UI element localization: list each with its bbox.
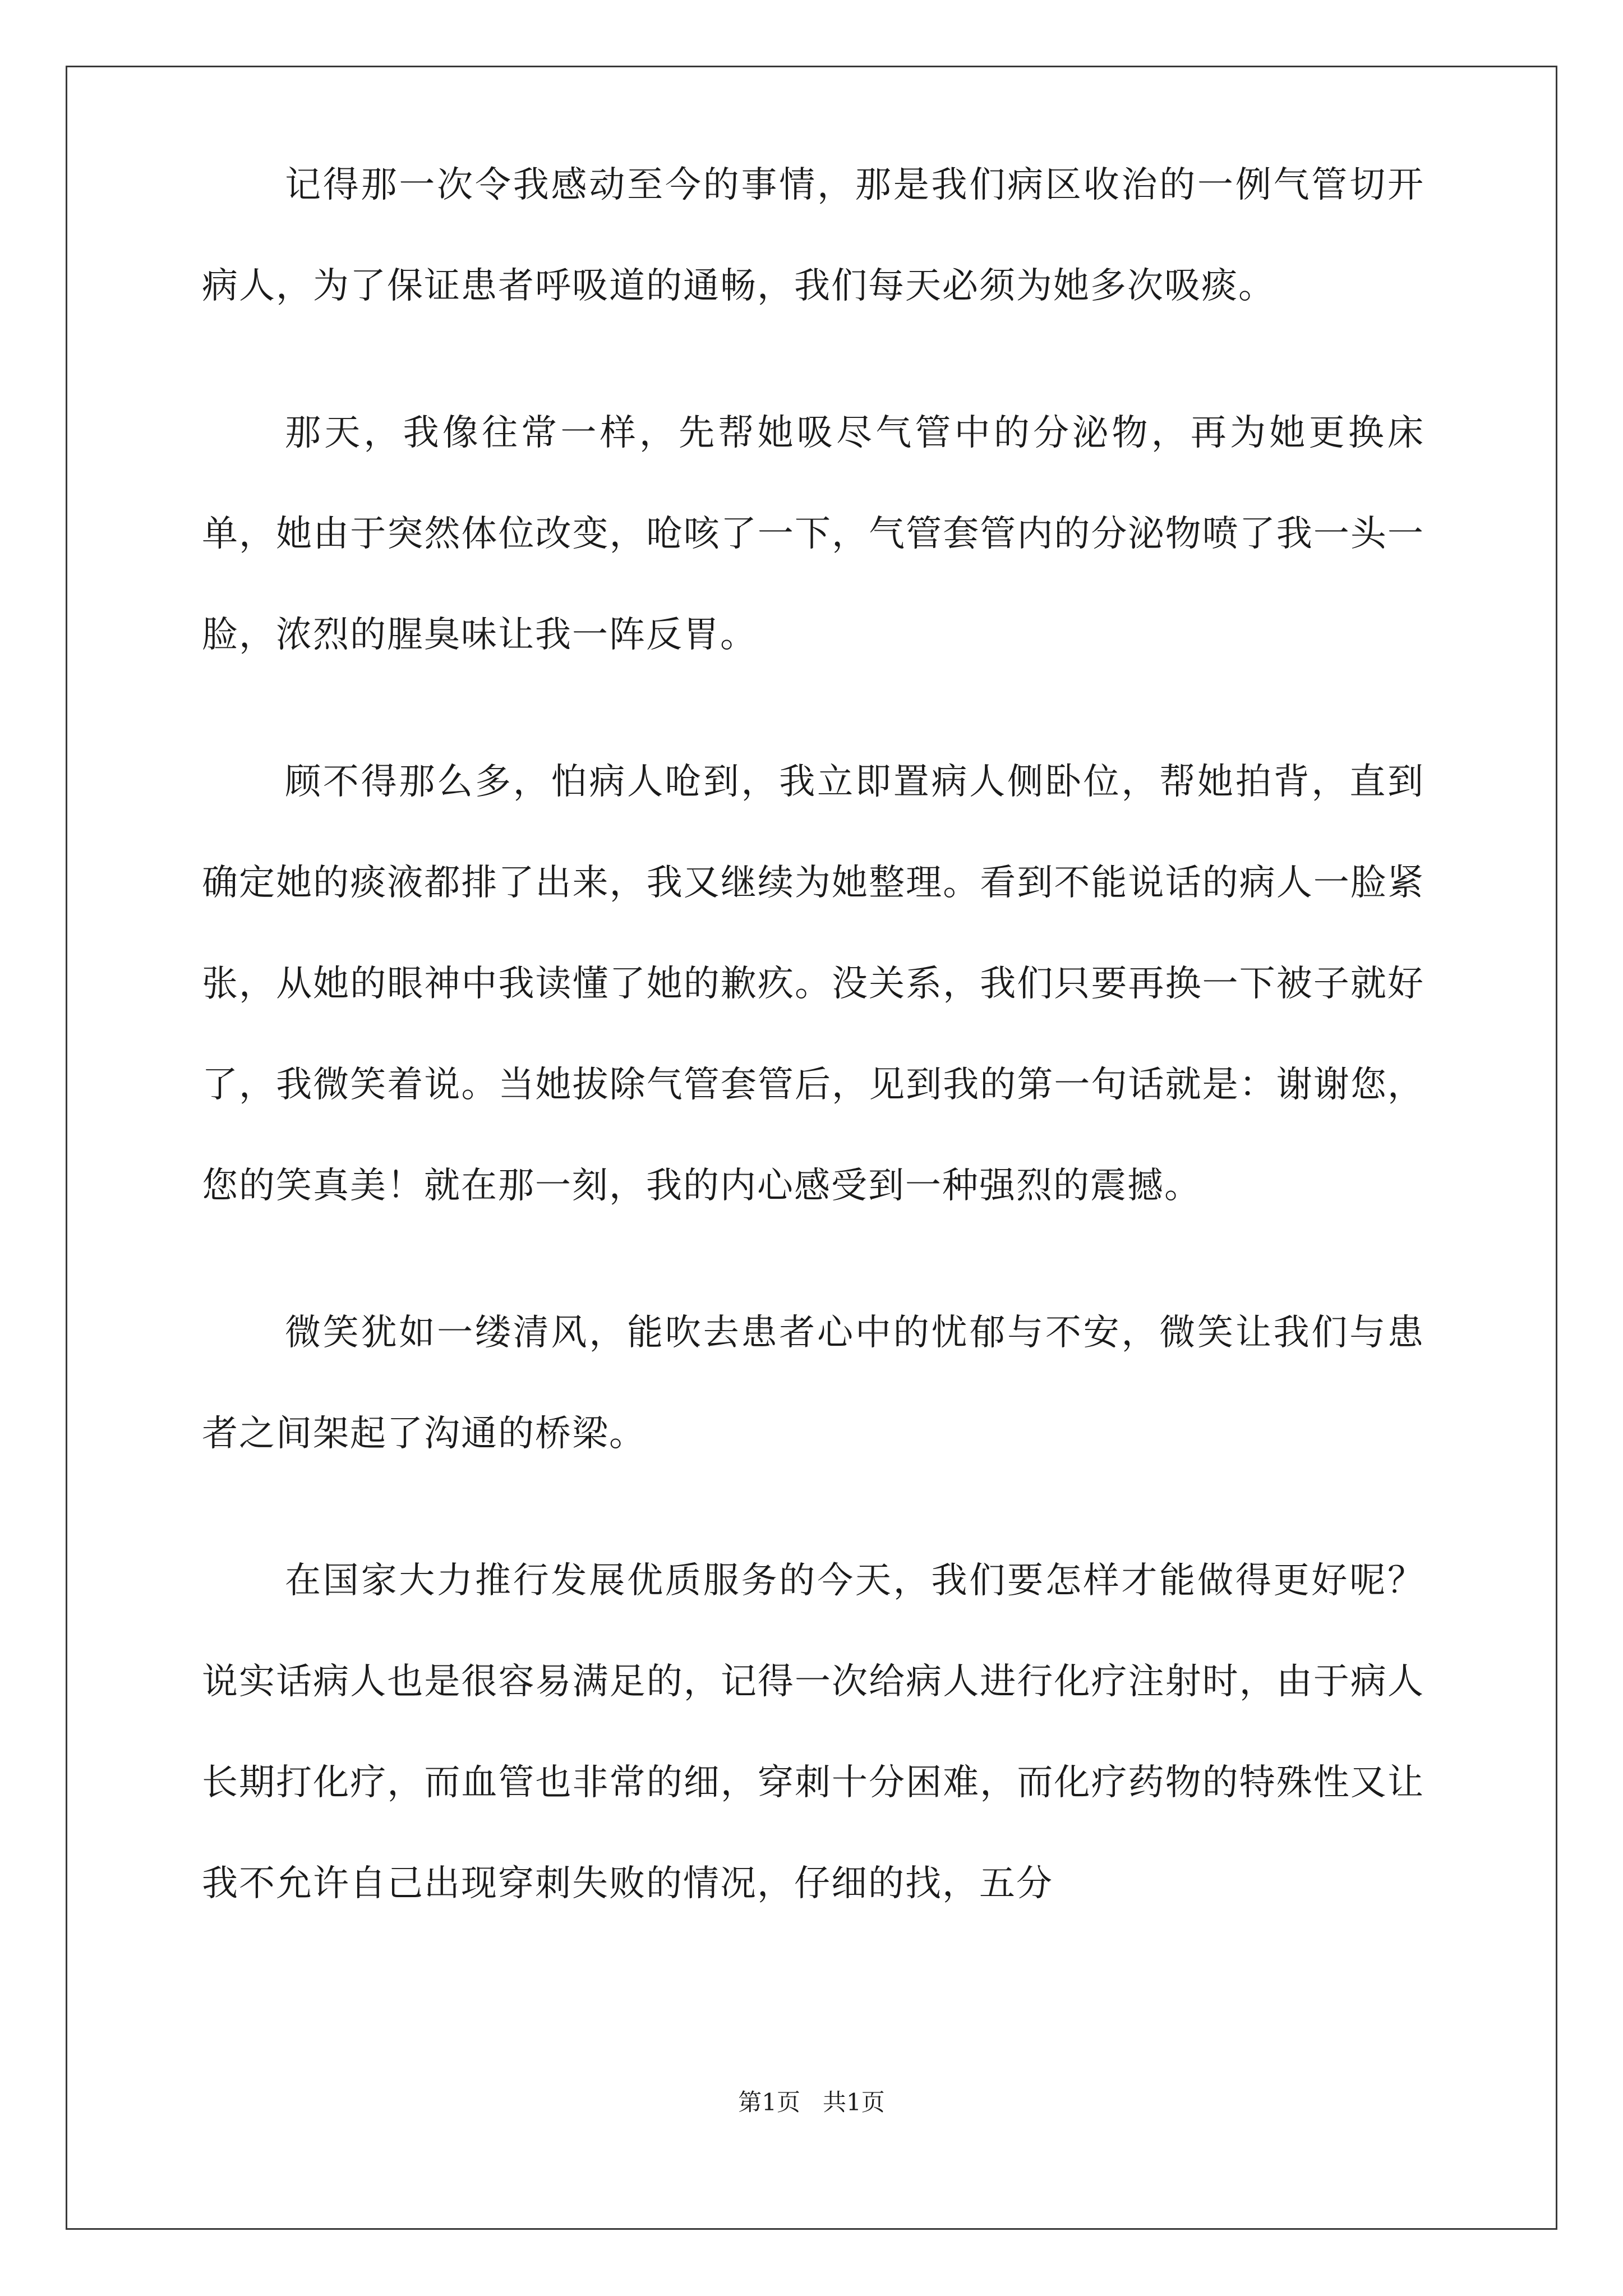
- page-total: 共1页: [823, 2088, 885, 2116]
- document-body: [202, 135, 1424, 1980]
- paragraph: 那天，我像往常一样，先帮她吸尽气管中的分泌物，再为她更换床单，她由于突然体位改变，呛咳了一下，气管套管内的分泌物喷了我一头一脸，浓烈的腥臭味让我一阵反胃。: [202, 412, 1424, 656]
- paragraph: 记得那一次令我感动至今的事情，那是我们病区收治的一例气管切开病人，为了保证患者呼吸道的通畅，我们每天必须为她多次吸痰。: [202, 164, 1424, 307]
- page-footer: [0, 2084, 1623, 2118]
- paragraph: 顾不得那么多，怕病人呛到，我立即置病人侧卧位，帮她拍背，直到确定她的痰液都排了出来，我又继续为她整理。看到不能说话的病人一脸紧张，从她的眼神中我读懂了她的歉疚。没关系，我们只要再换一下被子就好了，我微笑着说。当她拔除气管套管后，见到我的第一句话就是：谢谢您，您的笑真美！就在那一刻，我的内心感受到一种强烈的震撼。: [202, 761, 1424, 1207]
- paragraph: 微笑犹如一缕清风，能吹去患者心中的忧郁与不安，微笑让我们与患者之间架起了沟通的桥梁。: [202, 1312, 1424, 1455]
- page-number: 第1页: [738, 2088, 800, 2116]
- paragraph: 在国家大力推行发展优质服务的今天，我们要怎样才能做得更好呢？说实话病人也是很容易满足的，记得一次给病人进行化疗注射时，由于病人长期打化疗，而血管也非常的细，穿刺十分困难，而化疗药物的特殊性又让我不允许自己出现穿刺失败的情况，仔细的找，五分: [202, 1560, 1424, 1904]
- page-frame: [66, 66, 1557, 2230]
